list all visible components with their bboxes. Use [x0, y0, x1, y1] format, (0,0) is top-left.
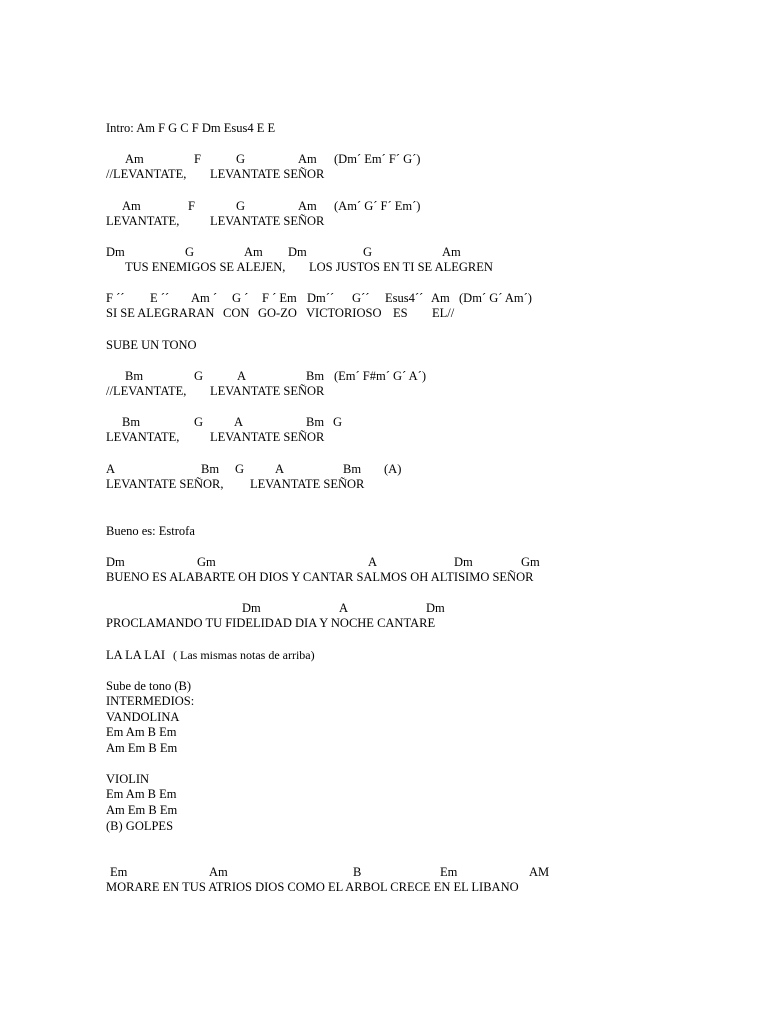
- chord: F: [188, 199, 195, 213]
- chord: A: [237, 369, 247, 383]
- lyric: EL//: [432, 306, 455, 320]
- chord: F ´ Em: [262, 291, 297, 305]
- chord: Am: [442, 245, 461, 259]
- list-line: INTERMEDIOS:: [106, 694, 195, 708]
- chord: Am: [244, 245, 263, 259]
- lyric-line: BUENO ES ALABARTE OH DIOS Y CANTAR SALMOS OH ALTISIMO SEÑOR: [106, 570, 534, 584]
- chord: G: [235, 462, 245, 476]
- section-heading: Bueno es: Estrofa: [106, 524, 195, 538]
- lyric: SI SE ALEGRARAN: [106, 306, 215, 320]
- chord: Dm: [454, 555, 473, 569]
- lyric-line: PROCLAMANDO TU FIDELIDAD DIA Y NOCHE CANTARE: [106, 616, 436, 630]
- list-line: Sube de tono (B): [106, 679, 192, 693]
- lyric: //LEVANTATE,: [106, 167, 187, 181]
- chord: Em: [110, 865, 128, 879]
- chord: G: [236, 199, 246, 213]
- chord: A: [106, 462, 116, 476]
- chord: G ´: [232, 291, 249, 305]
- chord: A: [234, 415, 244, 429]
- chord: Bm: [306, 415, 325, 429]
- chord: Am: [122, 199, 141, 213]
- lyric: VICTORIOSO: [306, 306, 382, 320]
- lyric: LOS JUSTOS EN TI SE ALEGREN: [309, 260, 493, 274]
- lyric: LEVANTATE,: [106, 430, 180, 444]
- lyric: LEVANTATE,: [106, 214, 180, 228]
- list-line: Am Em B Em: [106, 741, 178, 755]
- chord: A: [275, 462, 285, 476]
- la-la-lai: LA LA LAI: [106, 648, 166, 662]
- chord: A: [368, 555, 378, 569]
- chord: Am: [125, 152, 144, 166]
- chord: (A): [384, 462, 402, 476]
- chord: G: [194, 415, 204, 429]
- chord: G: [194, 369, 204, 383]
- chord: A: [339, 601, 349, 615]
- chord: (Am´ G´ F´ Em´): [334, 199, 421, 213]
- lyric: LEVANTATE SEÑOR: [250, 477, 365, 491]
- chord: Gm: [197, 555, 216, 569]
- chord: G: [236, 152, 246, 166]
- chord: Dm: [106, 555, 125, 569]
- chord: F: [194, 152, 201, 166]
- section-label: SUBE UN TONO: [106, 338, 197, 352]
- chord: Dm: [426, 601, 445, 615]
- chord: Dm: [106, 245, 125, 259]
- intro-line: Intro: Am F G C F Dm Esus4 E E: [106, 121, 276, 135]
- lyric: LEVANTATE SEÑOR,: [106, 477, 224, 491]
- chord: G: [185, 245, 195, 259]
- chord: Bm: [201, 462, 220, 476]
- chord: G´´: [352, 291, 370, 305]
- la-la-note: ( Las mismas notas de arriba): [173, 648, 315, 662]
- chord: Am: [209, 865, 228, 879]
- lyric: CON: [223, 306, 250, 320]
- list-line: VIOLIN: [106, 772, 150, 786]
- chord: Bm: [343, 462, 362, 476]
- chord: Dm: [242, 601, 261, 615]
- lyric: TUS ENEMIGOS SE ALEJEN,: [125, 260, 286, 274]
- list-line: Em Am B Em: [106, 725, 177, 739]
- list-line: (B) GOLPES: [106, 819, 174, 833]
- chord: B: [353, 865, 362, 879]
- lyric: LEVANTATE SEÑOR: [210, 430, 325, 444]
- chord: (Dm´ G´ Am´): [459, 291, 532, 305]
- chord: G: [363, 245, 373, 259]
- chord: Am: [298, 199, 317, 213]
- chord: Esus4´´: [385, 291, 424, 305]
- chord: Dm´´: [307, 291, 335, 305]
- lyric: LEVANTATE SEÑOR: [210, 214, 325, 228]
- lyric: LEVANTATE SEÑOR: [210, 167, 325, 181]
- chord: Em: [440, 865, 458, 879]
- chord: Dm: [288, 245, 307, 259]
- lyric: //LEVANTATE,: [106, 384, 187, 398]
- chord: Am: [431, 291, 450, 305]
- chord: Bm: [306, 369, 325, 383]
- list-line: Em Am B Em: [106, 787, 177, 801]
- chord: AM: [529, 865, 550, 879]
- list-line: VANDOLINA: [106, 710, 180, 724]
- chord: Am ´: [191, 291, 218, 305]
- lyric: ES: [393, 306, 408, 320]
- chord: (Em´ F#m´ G´ A´): [334, 369, 426, 383]
- chord: E ´´: [150, 291, 170, 305]
- lyric: GO-ZO: [258, 306, 297, 320]
- lyric: LEVANTATE SEÑOR: [210, 384, 325, 398]
- chord: Am: [298, 152, 317, 166]
- chord: F ´´: [106, 291, 125, 305]
- chord: Gm: [521, 555, 540, 569]
- chord: Bm: [122, 415, 141, 429]
- chord: G: [333, 415, 343, 429]
- chord: Bm: [125, 369, 144, 383]
- chord: (Dm´ Em´ F´ G´): [334, 152, 421, 166]
- list-line: Am Em B Em: [106, 803, 178, 817]
- lyric-line: MORARE EN TUS ATRIOS DIOS COMO EL ARBOL CRECE EN EL LIBANO: [106, 880, 519, 894]
